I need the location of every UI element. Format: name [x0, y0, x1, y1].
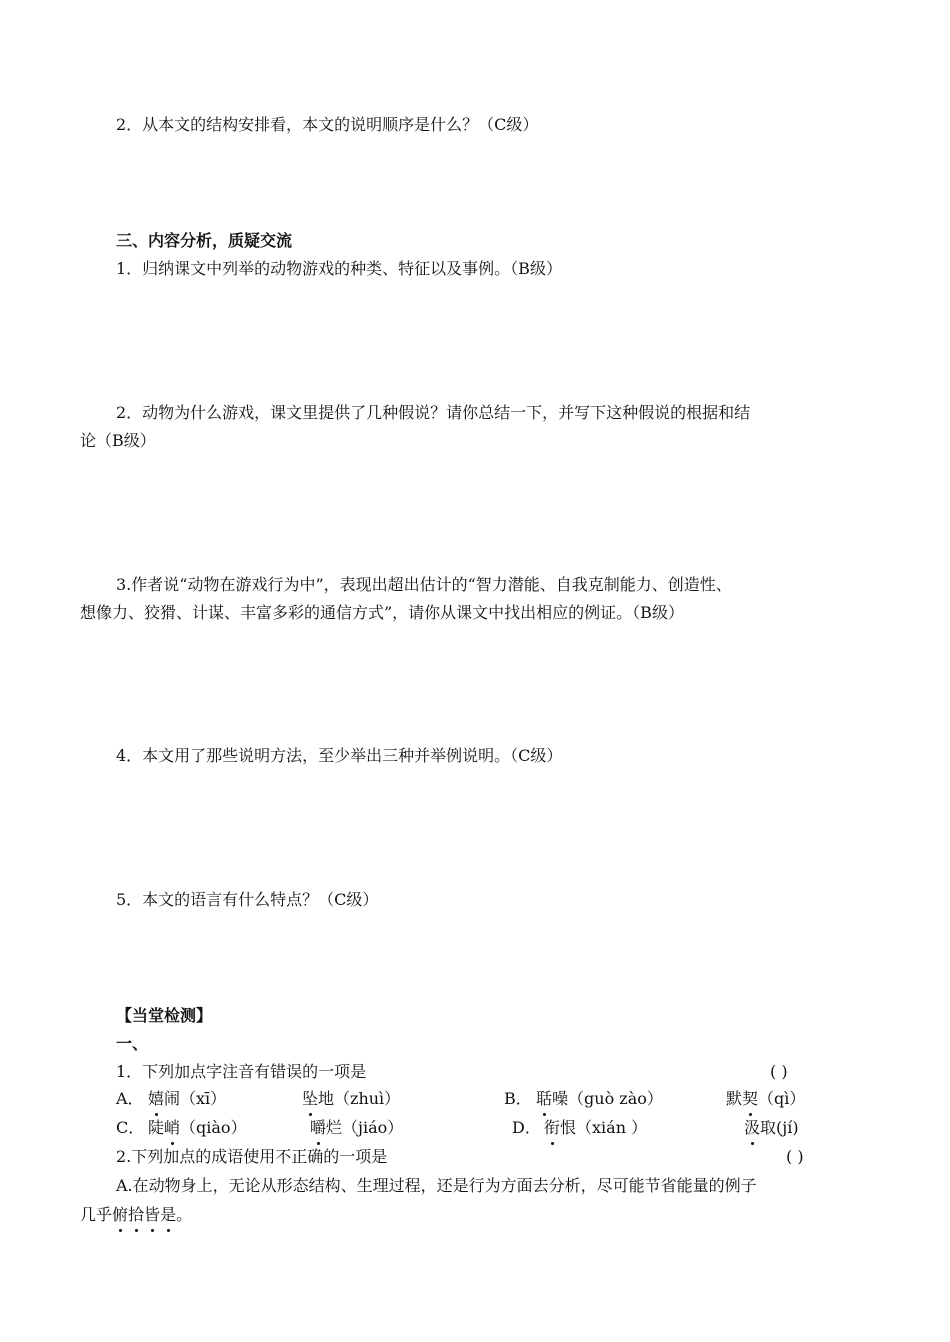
check-subheading: 一、 — [116, 1034, 149, 1053]
emphasis-dot-char: 汲 — [744, 1118, 761, 1137]
s3-question-1: 1．归纳课文中列举的动物游戏的种类、特征以及事例。（B级） — [116, 259, 562, 278]
emphasis-dot-char: 是 — [160, 1205, 177, 1224]
mc2-stem: 2.下列加点的成语使用不正确的一项是 — [116, 1147, 388, 1166]
mc1-option-a-label: A． — [116, 1089, 144, 1108]
mc1-stem: 1．下列加点字注音有错误的一项是 — [116, 1062, 367, 1081]
s3-question-2-line-2: 论（B级） — [80, 431, 156, 450]
mc2-option-a-line-1: A.在动物身上，无论从形态结构、生理过程，还是行为方面去分析，尽可能节省能量的例子 — [116, 1176, 757, 1195]
mc1-answer-paren: ( ) — [770, 1062, 788, 1081]
emphasis-dot-char: 聒 — [536, 1089, 553, 1108]
s3-question-2-line-1: 2．动物为什么游戏，课文里提供了几种假说？请你总结一下，并写下这种假说的根据和结 — [116, 403, 751, 422]
check-heading: 【当堂检测】 — [116, 1006, 213, 1025]
s3-question-3-line-2: 想像力、狡猾、计谋、丰富多彩的通信方式”，请你从课文中找出相应的例证。（B级） — [80, 603, 684, 622]
s3-question-3-line-1: 3.作者说“动物在游戏行为中”，表现出超出估计的“智力潜能、自我克制能力、创造性、 — [116, 575, 732, 594]
mc1-option-d-label: D． — [512, 1118, 541, 1137]
mc1-option-a-item-2: 坠地（zhuì） — [302, 1089, 401, 1108]
mc1-option-b-label: B． — [504, 1089, 532, 1108]
emphasis-dot-char: 皆 — [144, 1205, 161, 1224]
mc2-option-a-line-2: 几乎俯拾皆是。 — [80, 1205, 193, 1224]
emphasis-dot-char: 衔 — [544, 1118, 561, 1137]
emphasis-dot-char: 峭 — [164, 1118, 181, 1137]
s3-question-4: 4．本文用了那些说明方法，至少举出三种并举例说明。（C级） — [116, 746, 563, 765]
section-3-heading: 三、内容分析，质疑交流 — [116, 231, 293, 250]
emphasis-dot-char: 坠 — [302, 1089, 319, 1108]
mc1-option-c-item-1: 陡峭（qiào） — [148, 1118, 247, 1137]
mc2-answer-paren: ( ) — [786, 1147, 804, 1166]
emphasis-dot-char: 嚼 — [310, 1118, 327, 1137]
mc1-option-b-item-1: 聒噪（guò zào） — [536, 1089, 663, 1108]
mc1-option-d-item-1: 衔恨（xián ） — [544, 1118, 648, 1137]
emphasis-dot-char: 嬉 — [148, 1089, 165, 1108]
mc1-option-d-item-2: 汲取(jí) — [744, 1118, 799, 1137]
emphasis-dot-char: 契 — [742, 1089, 759, 1108]
s3-question-5: 5．本文的语言有什么特点？（C级） — [116, 890, 379, 909]
emphasis-dot-char: 俯 — [112, 1205, 129, 1224]
mc1-option-c-item-2: 嚼烂（jiáo） — [310, 1118, 404, 1137]
mc1-option-b-item-2: 默契（qì） — [726, 1089, 806, 1108]
question-structure-order: 2．从本文的结构安排看，本文的说明顺序是什么？（C级） — [116, 115, 539, 134]
mc1-option-c-label: C． — [116, 1118, 145, 1137]
mc1-option-a-item-1: 嬉闹（xī） — [148, 1089, 227, 1108]
emphasis-dot-char: 拾 — [128, 1205, 145, 1224]
